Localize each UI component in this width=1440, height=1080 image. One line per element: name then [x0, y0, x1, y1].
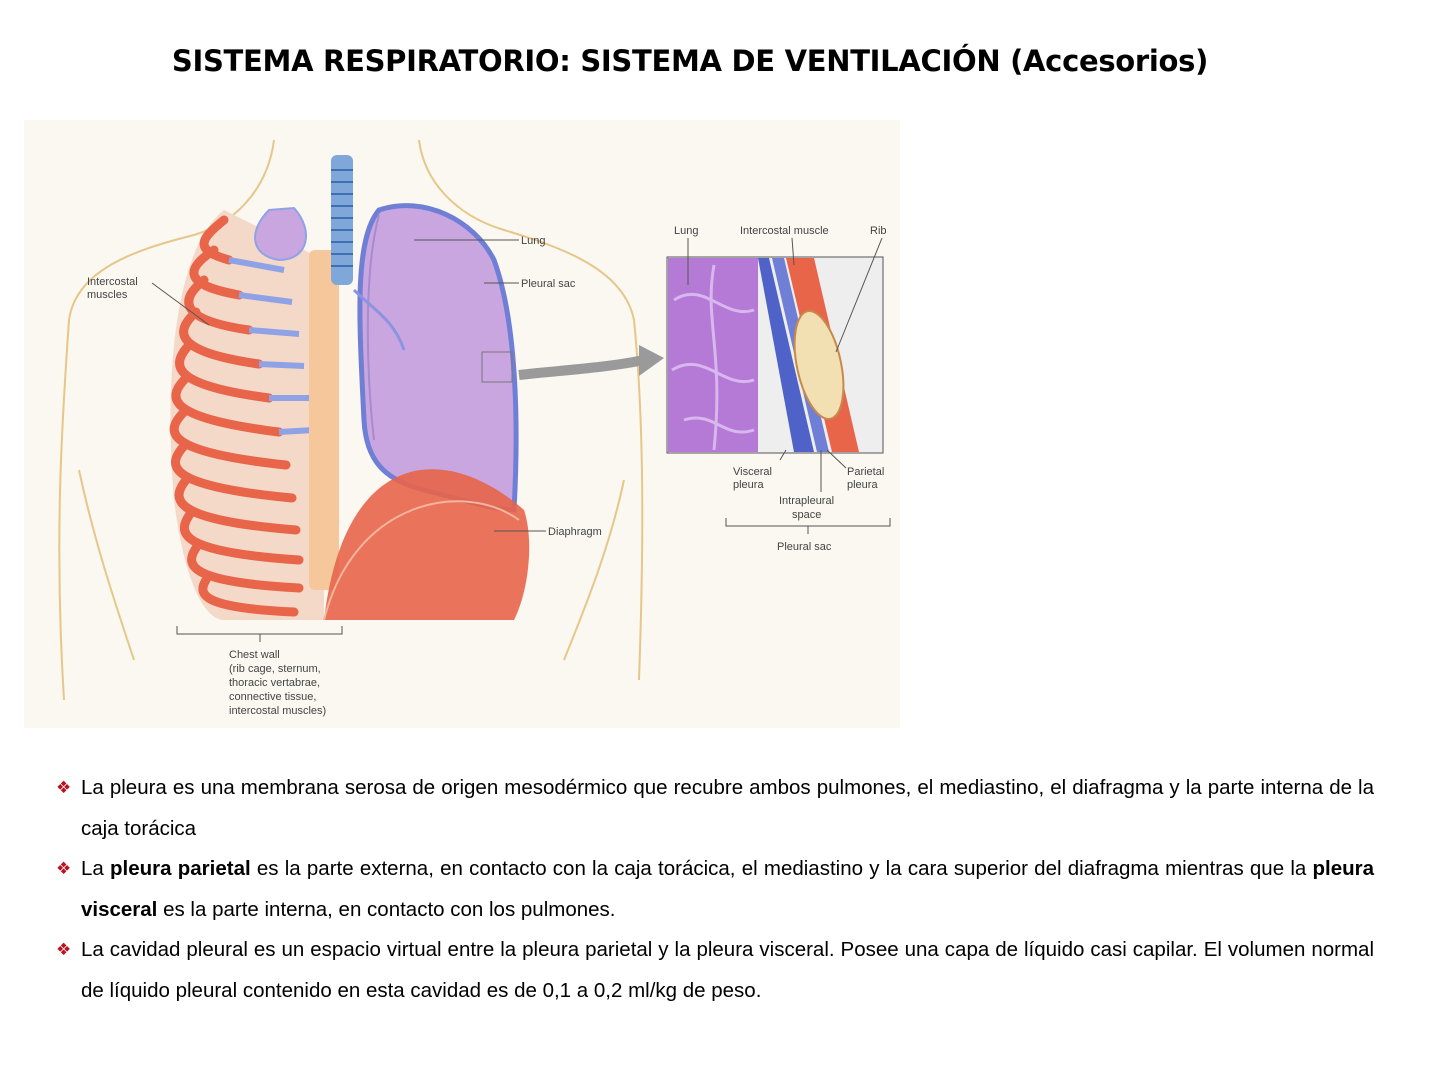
svg-text:space: space: [792, 509, 822, 521]
diaphragm: [324, 469, 529, 620]
label-detail-intercostal: Intercostal muscle: [740, 225, 829, 237]
trachea: [331, 155, 353, 285]
label-parietal: Parietal: [847, 466, 885, 478]
label-intercostal-2: muscles: [87, 289, 128, 301]
arrow: [519, 360, 644, 375]
list-item: ❖ La pleura es una membrana serosa de origen mesodérmico que recubre ambos pulmones, el mediastino, el diafragma y la parte interna de la caja torácica: [56, 768, 1374, 849]
label-intercostal: Intercostal: [87, 276, 138, 288]
label-intrapleural: Intrapleural: [779, 495, 835, 507]
label-detail-lung: Lung: [674, 225, 699, 237]
svg-text:pleura: pleura: [733, 479, 764, 491]
label-detail-rib: Rib: [870, 225, 887, 237]
bullet-list: [56, 768, 1374, 1011]
term-pleura-parietal: pleura parietal: [110, 857, 251, 880]
diamond-bullet-icon: ❖: [56, 778, 72, 797]
svg-text:intercostal muscles): intercostal muscles): [229, 705, 327, 717]
label-visceral: Visceral: [733, 466, 772, 478]
sternum: [309, 250, 339, 590]
label-lung: Lung: [521, 235, 546, 247]
term-pleura-visceral: pleura visceral: [81, 857, 1375, 921]
pleura-detail: [667, 257, 883, 453]
svg-text:connective tissue,: connective tissue,: [229, 691, 317, 703]
page-title: SISTEMA RESPIRATORIO: SISTEMA DE VENTILACIÓN (Accesorios): [171, 44, 1209, 78]
diamond-bullet-icon: ❖: [56, 940, 72, 959]
label-pleural-sac: Pleural sac: [521, 278, 576, 290]
list-item: ❖ La cavidad pleural es un espacio virtual entre la pleura parietal y la pleura visceral. Posee una capa de líquido casi capilar. El volumen normal de líquido pleural contenido en esta cavidad es de 0,1 a 0,2 ml/kg de peso.: [56, 930, 1374, 1011]
svg-text:thoracic vertabrae,: thoracic vertabrae,: [229, 677, 321, 689]
list-item: ❖ La pleura parietal es la parte externa, en contacto con la caja torácica, el mediastino y la cara superior del diafragma mientras que la pleura visceral es la parte interna, en contacto con los pulmones.: [56, 849, 1374, 930]
svg-text:(rib cage, sternum,: (rib cage, sternum,: [229, 663, 321, 675]
lung: [360, 206, 516, 510]
thorax-illustration: [24, 120, 900, 728]
label-diaphragm: Diaphragm: [548, 526, 602, 538]
label-detail-pleural-sac: Pleural sac: [777, 541, 832, 553]
svg-text:pleura: pleura: [847, 479, 878, 491]
label-chest-wall: Chest wall: [229, 649, 280, 661]
anatomy-figure: [24, 120, 900, 728]
diamond-bullet-icon: ❖: [56, 859, 72, 878]
rib-cage: [171, 210, 339, 620]
